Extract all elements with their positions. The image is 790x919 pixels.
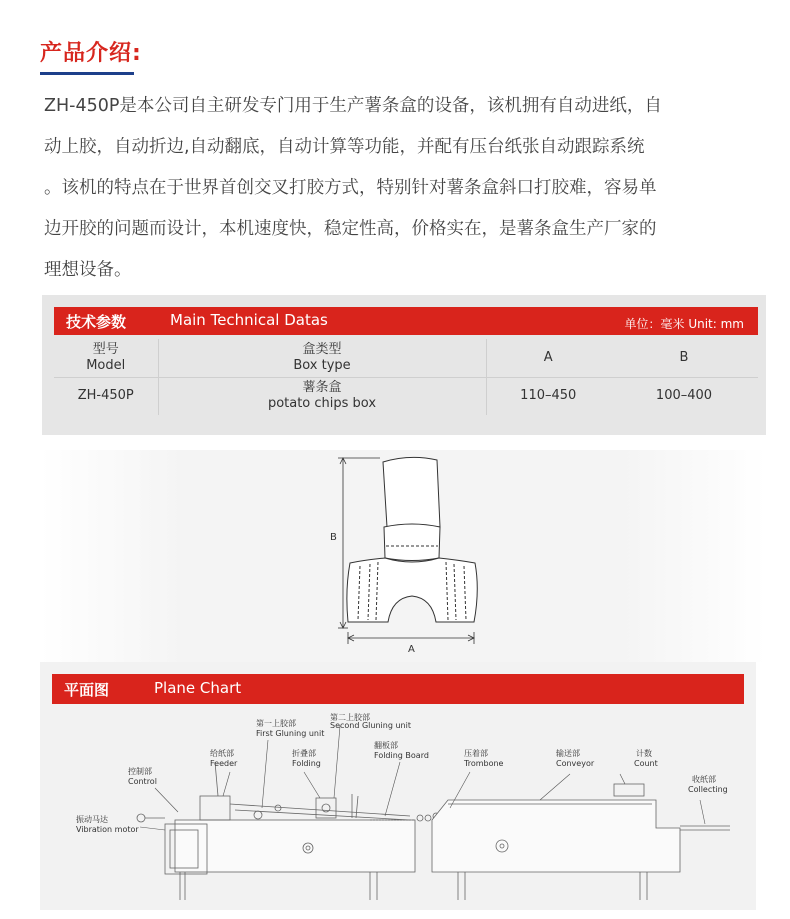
label-folding-cn: 折叠部 bbox=[292, 749, 316, 758]
label-vibration-en: Vibration motor bbox=[76, 825, 139, 834]
label-count-en: Count bbox=[634, 759, 658, 768]
dimension-a-label: A bbox=[408, 644, 415, 655]
label-second-glue-cn: 第二上胶部 bbox=[330, 713, 370, 722]
table-row bbox=[54, 377, 758, 415]
label-second-glue-en: Second Gluning unit bbox=[330, 721, 411, 730]
label-collecting-en: Collecting bbox=[688, 785, 728, 794]
intro-paragraph bbox=[44, 86, 754, 291]
header-type-en: Box type bbox=[293, 357, 351, 373]
plane-chart-panel bbox=[40, 662, 756, 910]
label-trombone-en: Trombone bbox=[464, 759, 504, 768]
spec-title-cn: 技术参数 bbox=[66, 313, 127, 331]
cell-type bbox=[158, 377, 486, 415]
spec-banner bbox=[54, 307, 758, 335]
intro-line: 理想设备。 bbox=[44, 260, 132, 280]
label-count-cn: 计数 bbox=[636, 749, 652, 758]
label-conveyor-en: Conveyor bbox=[556, 759, 595, 768]
intro-line: 动上胶，自动折边,自动翻底，自动计算等功能，并配有压台纸张自动跟踪系统 bbox=[44, 137, 645, 157]
plan-title-en: Plane Chart bbox=[154, 679, 242, 697]
label-trombone-cn: 压着部 bbox=[464, 749, 488, 758]
label-folding-board-cn: 翻板部 bbox=[374, 741, 398, 750]
machine-outline bbox=[137, 762, 730, 900]
cell-b: 100–400 bbox=[655, 388, 713, 404]
header-a: A bbox=[486, 339, 610, 377]
title-underline bbox=[40, 72, 134, 75]
spec-unit: 单位：毫米 Unit: mm bbox=[624, 317, 744, 331]
intro-line: ZH-450P是本公司自主研发专门用于生产薯条盒的设备，该机拥有自动进纸，自 bbox=[44, 96, 662, 116]
label-control-en: Control bbox=[128, 777, 157, 786]
intro-title: 产品介绍: bbox=[40, 41, 142, 66]
spec-title-en: Main Technical Datas bbox=[170, 311, 328, 329]
plan-banner bbox=[52, 674, 744, 704]
cell-a: 110–450 bbox=[520, 388, 577, 404]
intro-line: 。该机的特点在于世界首创交叉打胶方式，特别针对薯条盒斜口打胶难，容易单 bbox=[44, 178, 657, 198]
intro-line: 边开胶的问题而设计，本机速度快，稳定性高，价格实在，是薯条盒生产厂家的 bbox=[44, 219, 657, 239]
box-dimension-diagram bbox=[40, 450, 766, 662]
label-feeder-cn: 给纸部 bbox=[210, 749, 234, 758]
header-model-en: Model bbox=[86, 357, 126, 373]
label-first-glue-cn: 第一上胶部 bbox=[256, 719, 296, 728]
label-collecting-cn: 收纸部 bbox=[692, 775, 716, 784]
header-b: B bbox=[610, 339, 758, 377]
label-conveyor-cn: 输送部 bbox=[556, 749, 580, 758]
table-header-row bbox=[54, 339, 758, 377]
cell-model: ZH-450P bbox=[54, 377, 158, 415]
cell-type-cn: 薯条盒 bbox=[302, 380, 342, 396]
label-folding-en: Folding bbox=[292, 759, 321, 768]
label-control-cn: 控制部 bbox=[128, 767, 152, 776]
spec-panel bbox=[42, 295, 766, 435]
cell-type-en: potato chips box bbox=[267, 396, 377, 412]
header-type bbox=[158, 339, 486, 377]
machine-drawing bbox=[40, 712, 756, 910]
label-folding-board-en: Folding Board bbox=[374, 751, 429, 760]
header-model-cn: 型号 bbox=[92, 341, 119, 357]
label-feeder-en: Feeder bbox=[210, 759, 238, 768]
header-type-cn: 盒类型 bbox=[302, 341, 342, 357]
dimension-b-label: B bbox=[330, 532, 337, 543]
spec-table bbox=[54, 339, 758, 415]
plan-title-cn: 平面图 bbox=[64, 681, 110, 699]
header-model bbox=[54, 339, 158, 377]
label-vibration-cn: 振动马达 bbox=[76, 815, 108, 824]
label-first-glue-en: First Gluning unit bbox=[256, 729, 325, 738]
